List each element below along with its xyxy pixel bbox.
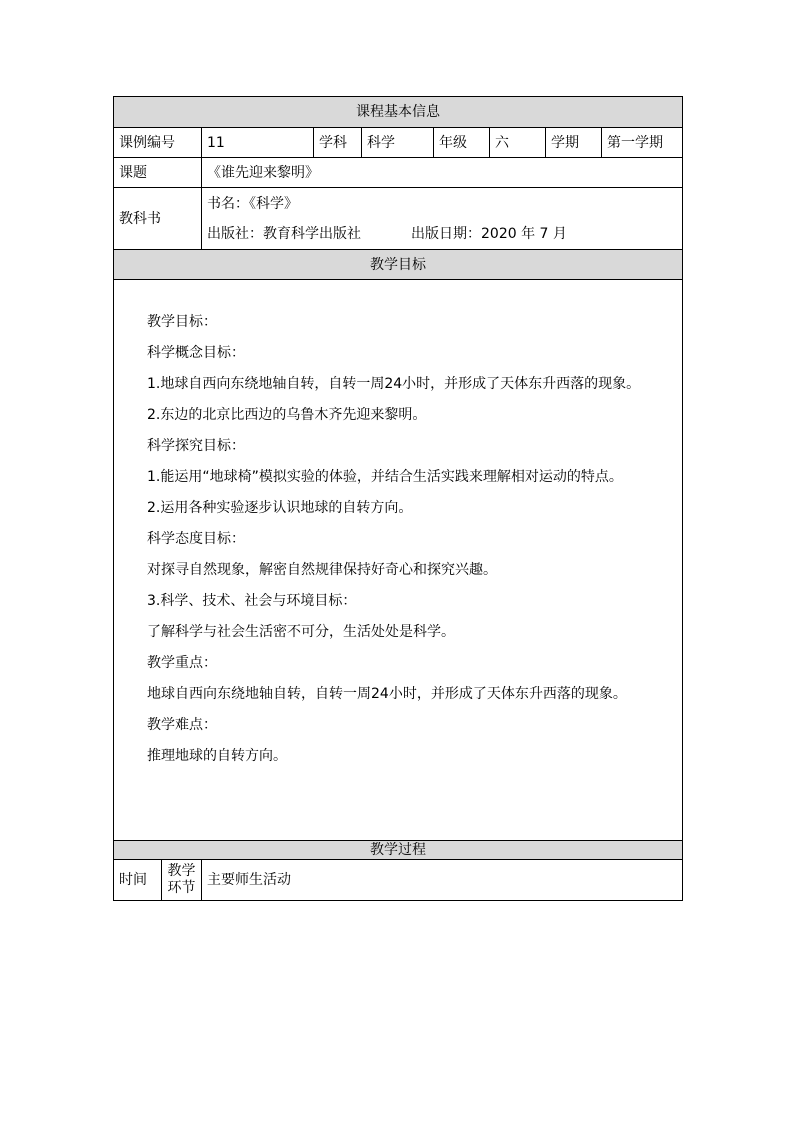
goal-line: 科学概念目标： xyxy=(147,345,245,361)
process-activity-label: 主要师生活动 xyxy=(202,860,683,901)
goal-line: 2.东边的北京比西边的乌鲁木齐先迎来黎明。 xyxy=(147,407,427,423)
topic-label: 课题 xyxy=(114,158,202,188)
case-no-label: 课例编号 xyxy=(114,128,202,158)
goal-line: 科学态度目标： xyxy=(147,531,245,547)
goal-line: 教学重点： xyxy=(147,655,217,671)
textbook-publish-line xyxy=(207,225,677,243)
basic-info-header: 课程基本信息 xyxy=(114,97,683,128)
process-columns-row xyxy=(114,860,683,901)
goal-line: 1.能运用“地球椅”模拟实验的体验，并结合生活实践来理解相对运动的特点。 xyxy=(147,469,623,485)
term-value: 第一学期 xyxy=(602,128,683,158)
goal-line: 科学探究目标： xyxy=(147,438,245,454)
goal-line: 地球自西向东绕地轴自转，自转一周24小时，并形成了天体东升西落的现象。 xyxy=(147,686,627,702)
goals-header: 教学目标 xyxy=(114,250,683,280)
goal-line: 了解科学与社会生活密不可分，生活处处是科学。 xyxy=(147,624,455,640)
goal-line: 教学难点： xyxy=(147,717,217,733)
textbook-pub-date: 出版日期：2020 年 7 月 xyxy=(411,225,567,242)
goal-line: 1.地球自西向东绕地轴自转，自转一周24小时，并形成了天体东升西落的现象。 xyxy=(147,376,641,392)
topic-value: 《谁先迎来黎明》 xyxy=(202,158,683,188)
process-header-row xyxy=(114,841,683,860)
process-stage-label-line2: 环节 xyxy=(167,880,196,896)
goals-row xyxy=(114,280,683,841)
goals-header-row xyxy=(114,250,683,280)
process-stage-label-line1: 教学 xyxy=(167,863,196,879)
case-no-value: 11 xyxy=(202,128,314,158)
topic-row xyxy=(114,158,683,188)
goal-line: 2.运用各种实验逐步认识地球的自转方向。 xyxy=(147,500,413,516)
grade-value: 六 xyxy=(490,128,546,158)
subject-label: 学科 xyxy=(314,128,362,158)
term-label: 学期 xyxy=(546,128,602,158)
goal-line: 3.科学、技术、社会与环境目标： xyxy=(147,593,357,609)
process-header: 教学过程 xyxy=(114,841,683,860)
lesson-plan-table xyxy=(113,96,683,901)
process-stage-label xyxy=(162,860,202,901)
goal-line: 推理地球的自转方向。 xyxy=(147,748,287,764)
textbook-details xyxy=(202,188,683,250)
textbook-label: 教科书 xyxy=(114,188,202,250)
basic-info-header-row xyxy=(114,97,683,128)
textbook-row xyxy=(114,188,683,250)
info-row xyxy=(114,128,683,158)
subject-value: 科学 xyxy=(362,128,434,158)
process-time-label: 时间 xyxy=(114,860,162,901)
grade-label: 年级 xyxy=(434,128,490,158)
goal-line: 教学目标： xyxy=(147,314,217,330)
goals-content xyxy=(114,280,683,841)
textbook-publisher: 出版社：教育科学出版社 xyxy=(207,225,361,242)
textbook-book-name: 书名：《科学》 xyxy=(207,195,298,212)
goal-line: 对探寻自然现象，解密自然规律保持好奇心和探究兴趣。 xyxy=(147,562,497,578)
